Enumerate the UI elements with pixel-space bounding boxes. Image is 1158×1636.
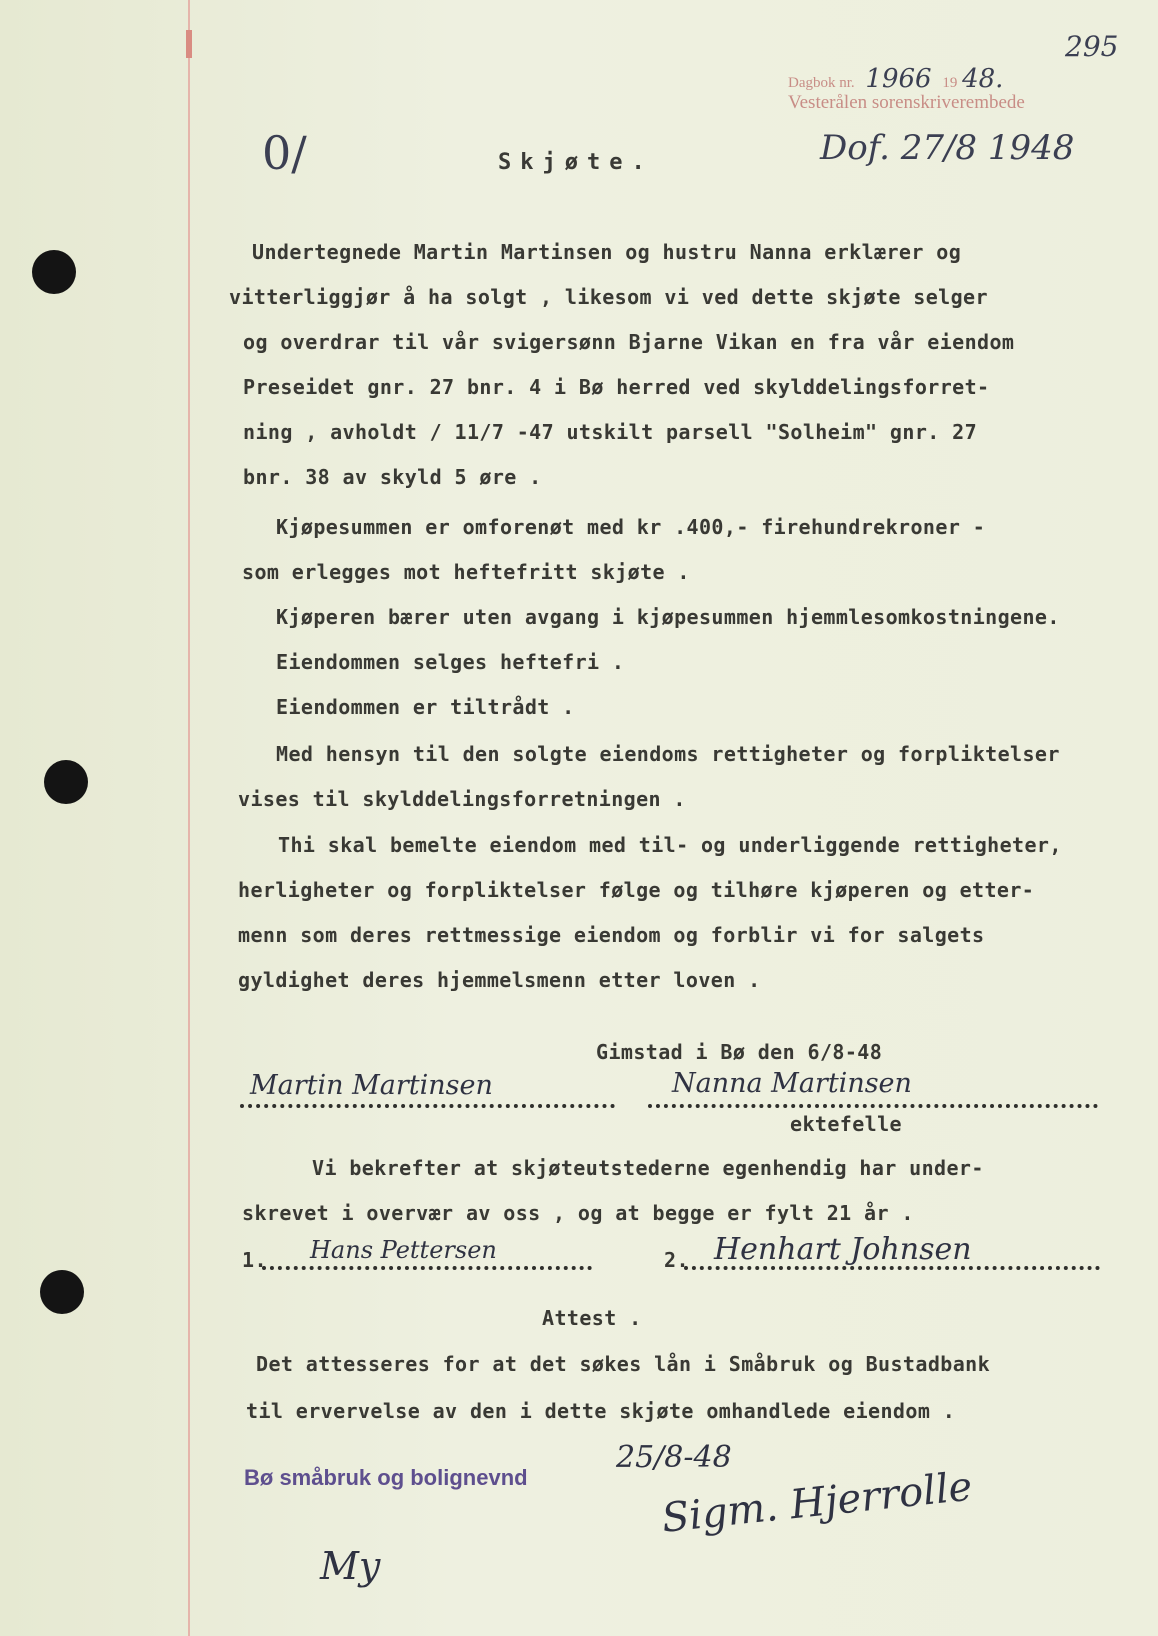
witness-number-2: 2.	[664, 1248, 689, 1272]
body-line: som erlegges mot heftefritt skjøte .	[242, 560, 690, 584]
journal-stamp-office: Vesterålen sorenskriverembede	[788, 92, 1025, 113]
margin-rule	[188, 0, 190, 1636]
body-line: vises til skylddelingsforretningen .	[238, 787, 686, 811]
punch-hole-middle	[44, 760, 88, 804]
body-line: Med hensyn til den solgte eiendoms rettigheter og forpliktelser	[276, 742, 1060, 766]
punch-hole-top	[32, 250, 76, 294]
body-line: Undertegnede Martin Martinsen og hustru Nanna erklærer og	[252, 240, 962, 264]
body-line: herligheter og forpliktelser følge og tilhøre kjøperen og etter-	[238, 878, 1035, 902]
journal-stamp-number	[788, 64, 1003, 94]
registration-note: Dof. 27/8 1948	[820, 128, 1075, 168]
witness-signature-2: Henhart Johnsen	[714, 1232, 972, 1267]
body-line: gyldighet deres hjemmelsmenn etter loven .	[238, 968, 761, 992]
page-number: 295	[1065, 30, 1119, 63]
body-line: Eiendommen er tiltrådt .	[276, 695, 575, 719]
attest-line-2: til ervervelse av den i dette skjøte omhandlede eiendom .	[246, 1399, 956, 1423]
body-line: Preseidet gnr. 27 bnr. 4 i Bø herred ved skylddelingsforret-	[243, 375, 990, 399]
body-line: og overdrar til vår svigersønn Bjarne Vikan en fra vår eiendom	[243, 330, 1015, 354]
witness-statement-line-1: Vi bekrefter at skjøteutstederne egenhendig har under-	[312, 1156, 984, 1180]
seller-signature-1: Martin Martinsen	[250, 1070, 493, 1101]
document-title: Skjøte.	[498, 150, 654, 175]
stamp-prefix: Dagbok nr.	[788, 75, 855, 91]
seller-signature-2: Nanna Martinsen	[672, 1068, 912, 1099]
margin-note: 0/	[262, 126, 307, 180]
witness-dotted-line	[262, 1266, 592, 1270]
witness-signature-1: Hans Pettersen	[310, 1236, 497, 1264]
body-line: bnr. 38 av skyld 5 øre .	[243, 465, 542, 489]
stamp-number: 1966	[865, 64, 932, 94]
witness-number-1: 1.	[242, 1248, 267, 1272]
body-line: ning , avholdt / 11/7 -47 utskilt parsell "Solheim" gnr. 27	[243, 420, 978, 444]
body-line: Kjøpesummen er omforenøt med kr .400,- firehundrekroner -	[276, 515, 986, 539]
punch-hole-bottom	[40, 1270, 84, 1314]
place-date: Gimstad i Bø den 6/8-48	[596, 1040, 883, 1064]
stamp-year-prefix: 19	[942, 75, 958, 91]
attest-heading: Attest .	[542, 1306, 642, 1330]
board-signature: Sigm. Hjerrolle	[659, 1463, 975, 1542]
witness-statement-line-2: skrevet i overvær av oss , og at begge er fylt 21 år .	[242, 1201, 914, 1225]
signature-dotted-line	[240, 1104, 615, 1108]
body-line: menn som deres rettmessige eiendom og forblir vi for salgets	[238, 923, 985, 947]
clerk-initials: My	[320, 1544, 381, 1588]
body-line: Thi skal bemelte eiendom med til- og underliggende rettigheter,	[278, 833, 1062, 857]
body-line: Eiendommen selges heftefri .	[276, 650, 625, 674]
signature-dotted-line	[648, 1104, 1098, 1108]
board-stamp: Bø småbruk og bolignevnd	[244, 1465, 528, 1490]
body-line: Kjøperen bærer uten avgang i kjøpesummen hjemmlesomkostningene.	[276, 605, 1060, 629]
attest-line-1: Det attesseres for at det søkes lån i Småbruk og Bustadbank	[256, 1352, 991, 1376]
spouse-label: ektefelle	[790, 1112, 902, 1136]
margin-mark	[186, 30, 192, 58]
stamp-year: 48.	[962, 64, 1004, 94]
board-date: 25/8-48	[616, 1440, 732, 1475]
body-line: vitterliggjør å ha solgt , likesom vi ved dette skjøte selger	[229, 285, 988, 309]
